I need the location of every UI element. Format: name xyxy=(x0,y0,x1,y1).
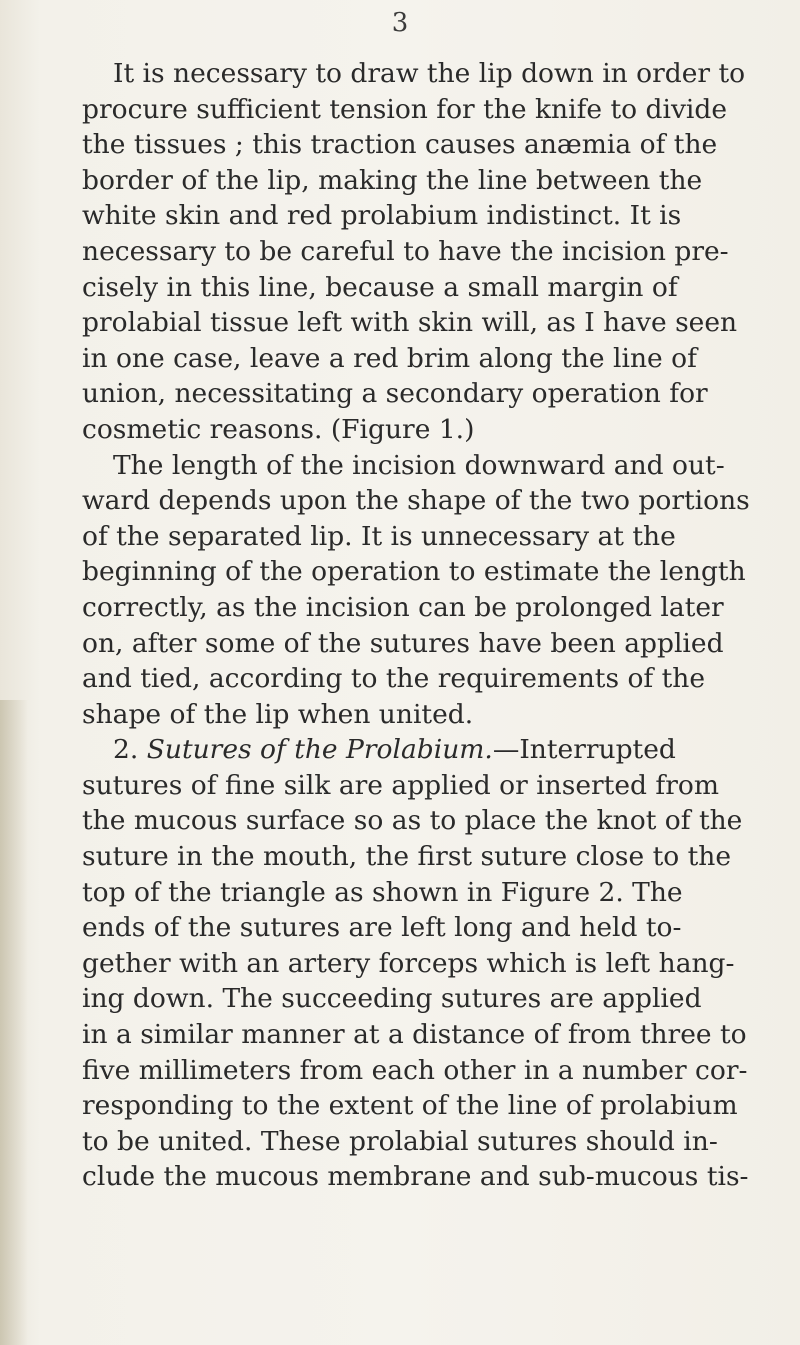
text-line: to be united. These prolabial sutures should in- xyxy=(82,1125,718,1157)
text-line: the mucous surface so as to place the knot of the xyxy=(82,805,743,837)
text-line: border of the lip, making the line between the xyxy=(82,164,703,196)
section-heading: Sutures of the Prolabium. xyxy=(146,734,493,766)
text-line: in a similar manner at a distance of from three to xyxy=(82,1019,747,1051)
body-text xyxy=(82,56,770,1195)
text-line: in one case, leave a red brim along the line of xyxy=(82,342,697,374)
line-text: —Interrupted xyxy=(492,734,676,766)
text-line: prolabial tissue left with skin will, as I have seen xyxy=(82,307,738,339)
text-line: union, necessitating a secondary operation for xyxy=(82,378,708,410)
text-line xyxy=(82,732,770,768)
text-line: top of the triangle as shown in Figure 2. The xyxy=(82,876,683,908)
text-line: white skin and red prolabium indistinct. It is xyxy=(82,200,682,232)
text-line: ends of the sutures are left long and held to- xyxy=(82,912,682,944)
text-line: five millimeters from each other in a number cor- xyxy=(82,1054,748,1086)
text-line: the tissues ; this traction causes anæmia of the xyxy=(82,129,718,161)
text-line: ward depends upon the shape of the two portions xyxy=(82,485,750,517)
text-line: sutures of fine silk are applied or inserted from xyxy=(82,769,719,801)
text-line: It is necessary to draw the lip down in order to xyxy=(113,58,746,89)
page-edge-shadow xyxy=(0,700,28,1345)
text-line: and tied, according to the requirements of the xyxy=(82,663,706,695)
text-line: gether with an artery forceps which is left hang- xyxy=(82,947,735,979)
text-line: shape of the lip when united. xyxy=(82,698,474,730)
text-line: on, after some of the sutures have been applied xyxy=(82,627,724,659)
text-line: correctly, as the incision can be prolonged later xyxy=(82,591,724,623)
text-line: cosmetic reasons. (Figure 1.) xyxy=(82,413,475,445)
text-line: suture in the mouth, the first suture close to the xyxy=(82,841,732,873)
section-number: 2. xyxy=(113,734,147,766)
text-line: cisely in this line, because a small margin of xyxy=(82,271,678,303)
text-line: of the separated lip. It is unnecessary at the xyxy=(82,520,676,552)
text-line: procure sufficient tension for the knife to divide xyxy=(82,93,728,125)
text-line: ing down. The succeeding sutures are applied xyxy=(82,983,702,1015)
page-number: 3 xyxy=(391,8,409,38)
text-line: clude the mucous membrane and sub-mucous tis- xyxy=(82,1161,749,1193)
text-line: beginning of the operation to estimate the length xyxy=(82,556,746,588)
text-line: necessary to be careful to have the incision pre- xyxy=(82,235,729,267)
text-line: responding to the extent of the line of prolabium xyxy=(82,1090,738,1122)
text-line: The length of the incision downward and out- xyxy=(113,449,725,481)
